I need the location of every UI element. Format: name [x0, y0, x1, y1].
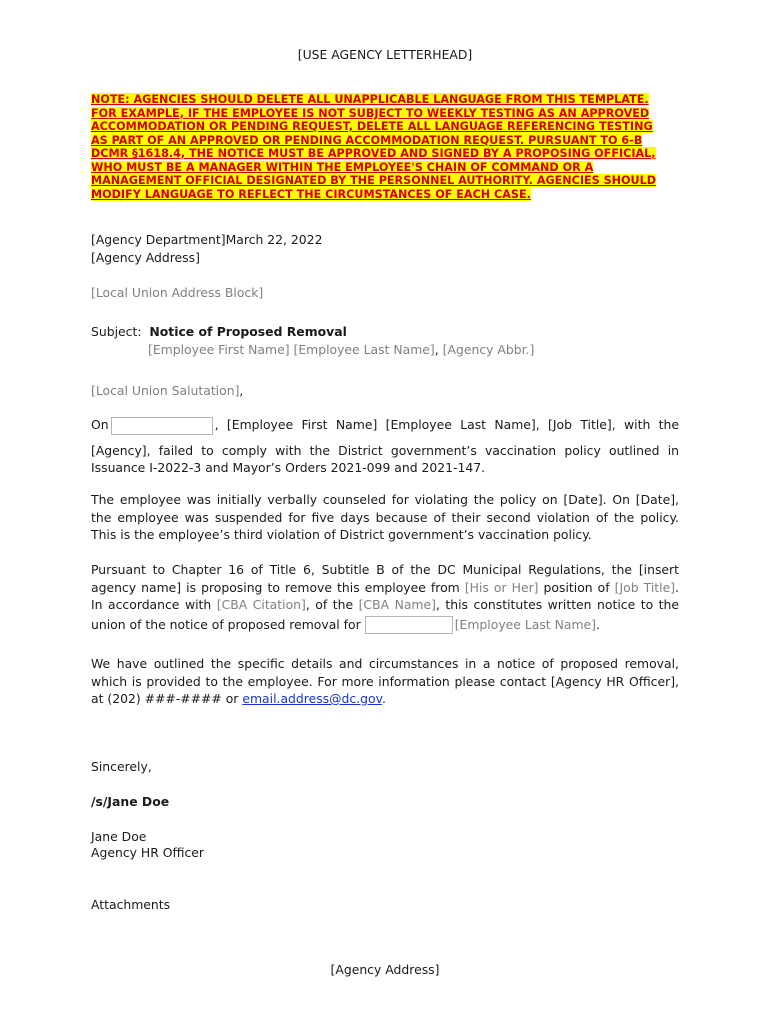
- employee-name-placeholder: [Employee First Name] [Employee Last Name]: [148, 342, 435, 357]
- para2-line1: The employee was initially verbally counseled for violating the policy on [Date]. On [Date],: [91, 492, 679, 507]
- attachments-label: Attachments: [91, 897, 171, 912]
- note-line: ACCOMMODATION OR PENDING REQUEST, DELETE ALL LANGUAGE REFERENCING TESTING: [91, 120, 653, 133]
- para4-line1: We have outlined the specific details and circumstances in a notice of proposed removal,: [91, 656, 679, 671]
- signer-title: Agency HR Officer: [91, 845, 205, 860]
- para4-line2: which is provided to the employee. For more information please contact [Agency HR Officer],: [91, 673, 679, 689]
- para1-line1-text: , [Employee First Name] [Employee Last Name], [Job Title], with the: [214, 417, 679, 432]
- closing-sincerely: Sincerely,: [91, 759, 152, 774]
- letter-date: March 22, 2022: [225, 232, 323, 247]
- paragraph-4: [91, 655, 679, 708]
- salutation-line: [Local Union Salutation],: [91, 383, 244, 398]
- para3-text: position of: [538, 579, 615, 595]
- para3-text: union of the notice of proposed removal for: [91, 616, 361, 632]
- para1-line2: [Agency], failed to comply with the District government’s vaccination policy outlined in: [91, 442, 679, 458]
- para3-line3: [91, 596, 679, 614]
- para4-line3: at (202) ###-#### or email.address@dc.gov.: [91, 691, 386, 706]
- para3-text: In accordance with: [91, 597, 217, 612]
- para3-line1: Pursuant to Chapter 16 of Title 6, Subtitle B of the DC Municipal Regulations, the [insert: [91, 562, 679, 577]
- cba-citation-placeholder: [CBA Citation]: [216, 597, 306, 612]
- note-line: FOR EXAMPLE, IF THE EMPLOYEE IS NOT SUBJECT TO WEEKLY TESTING AS AN APPROVED: [91, 106, 650, 120]
- note-line: MODIFY LANGUAGE TO REFLECT THE CIRCUMSTANCES OF EACH CASE.: [91, 187, 531, 201]
- his-or-her-placeholder: [His or Her]: [464, 579, 539, 595]
- subject-employee-line: [Employee First Name] [Employee Last Name], [Agency Abbr.]: [148, 342, 535, 357]
- employee-last-name-placeholder: [Employee Last Name]: [454, 616, 596, 632]
- para3-text: , this constitutes written notice to the: [435, 597, 679, 612]
- para4-text: at (202) ###-#### or: [91, 691, 243, 706]
- para1-line3: Issuance I-2022-3 and Mayor’s Orders 2021-099 and 2021-147.: [91, 460, 486, 475]
- agency-department: [Agency Department]: [91, 232, 226, 247]
- template-instructions-note: [91, 93, 691, 201]
- union-address-block: [Local Union Address Block]: [91, 285, 264, 300]
- para2-line2: the employee was suspended for five days because of their second violation of the policy.: [91, 509, 679, 525]
- para2-line3: This is the employee’s third violation of District government’s vaccination policy.: [91, 527, 592, 542]
- para3-line4: union of the notice of proposed removal for [Employee Last Name].: [91, 616, 679, 635]
- para3-text: agency name] is proposing to remove this employee from: [91, 579, 465, 595]
- footer-agency-address: [Agency Address]: [330, 962, 440, 977]
- note-line: MANAGEMENT OFFICIAL DESIGNATED BY THE PERSONNEL AUTHORITY. AGENCIES SHOULD: [91, 174, 657, 187]
- union-salutation: [Local Union Salutation]: [91, 383, 240, 398]
- para3-line2: agency name] is proposing to remove this employee from [His or Her] position of [Job Title].: [91, 579, 679, 595]
- paragraph-3: [91, 561, 679, 634]
- email-link[interactable]: email.address@dc.gov: [242, 691, 382, 706]
- cba-name-placeholder: [CBA Name]: [358, 597, 436, 612]
- note-line: AS PART OF AN APPROVED OR PENDING ACCOMMODATION REQUEST. PURSUANT TO 6-B: [91, 133, 643, 147]
- subject-label: Subject:: [91, 324, 142, 339]
- agency-abbr-placeholder: [Agency Abbr.]: [442, 342, 535, 357]
- signer-name: Jane Doe: [91, 829, 147, 844]
- paragraph-2: [91, 491, 679, 544]
- signature: /s/Jane Doe: [91, 794, 170, 809]
- letterhead-placeholder: [USE AGENCY LETTERHEAD]: [297, 47, 473, 62]
- para3-text: , of the: [305, 597, 359, 612]
- date-input-field[interactable]: [111, 417, 213, 435]
- note-line: NOTE: AGENCIES SHOULD DELETE ALL UNAPPLICABLE LANGUAGE FROM THIS TEMPLATE.: [91, 93, 649, 106]
- para1-prefix: On: [91, 417, 109, 432]
- department-date-line: [91, 232, 322, 247]
- agency-address: [Agency Address]: [91, 250, 200, 265]
- name-input-field[interactable]: [365, 616, 453, 634]
- job-title-placeholder: [Job Title]: [614, 579, 676, 595]
- note-line: WHO MUST BE A MANAGER WITHIN THE EMPLOYEE'S CHAIN OF COMMAND OR A: [91, 160, 594, 174]
- para1-line1: [91, 416, 679, 435]
- paragraph-1: [91, 416, 679, 477]
- subject-line: [91, 324, 347, 339]
- note-line: DCMR §1618.4, THE NOTICE MUST BE APPROVED AND SIGNED BY A PROPOSING OFFICIAL,: [91, 147, 656, 160]
- subject-title: Notice of Proposed Removal: [149, 324, 347, 339]
